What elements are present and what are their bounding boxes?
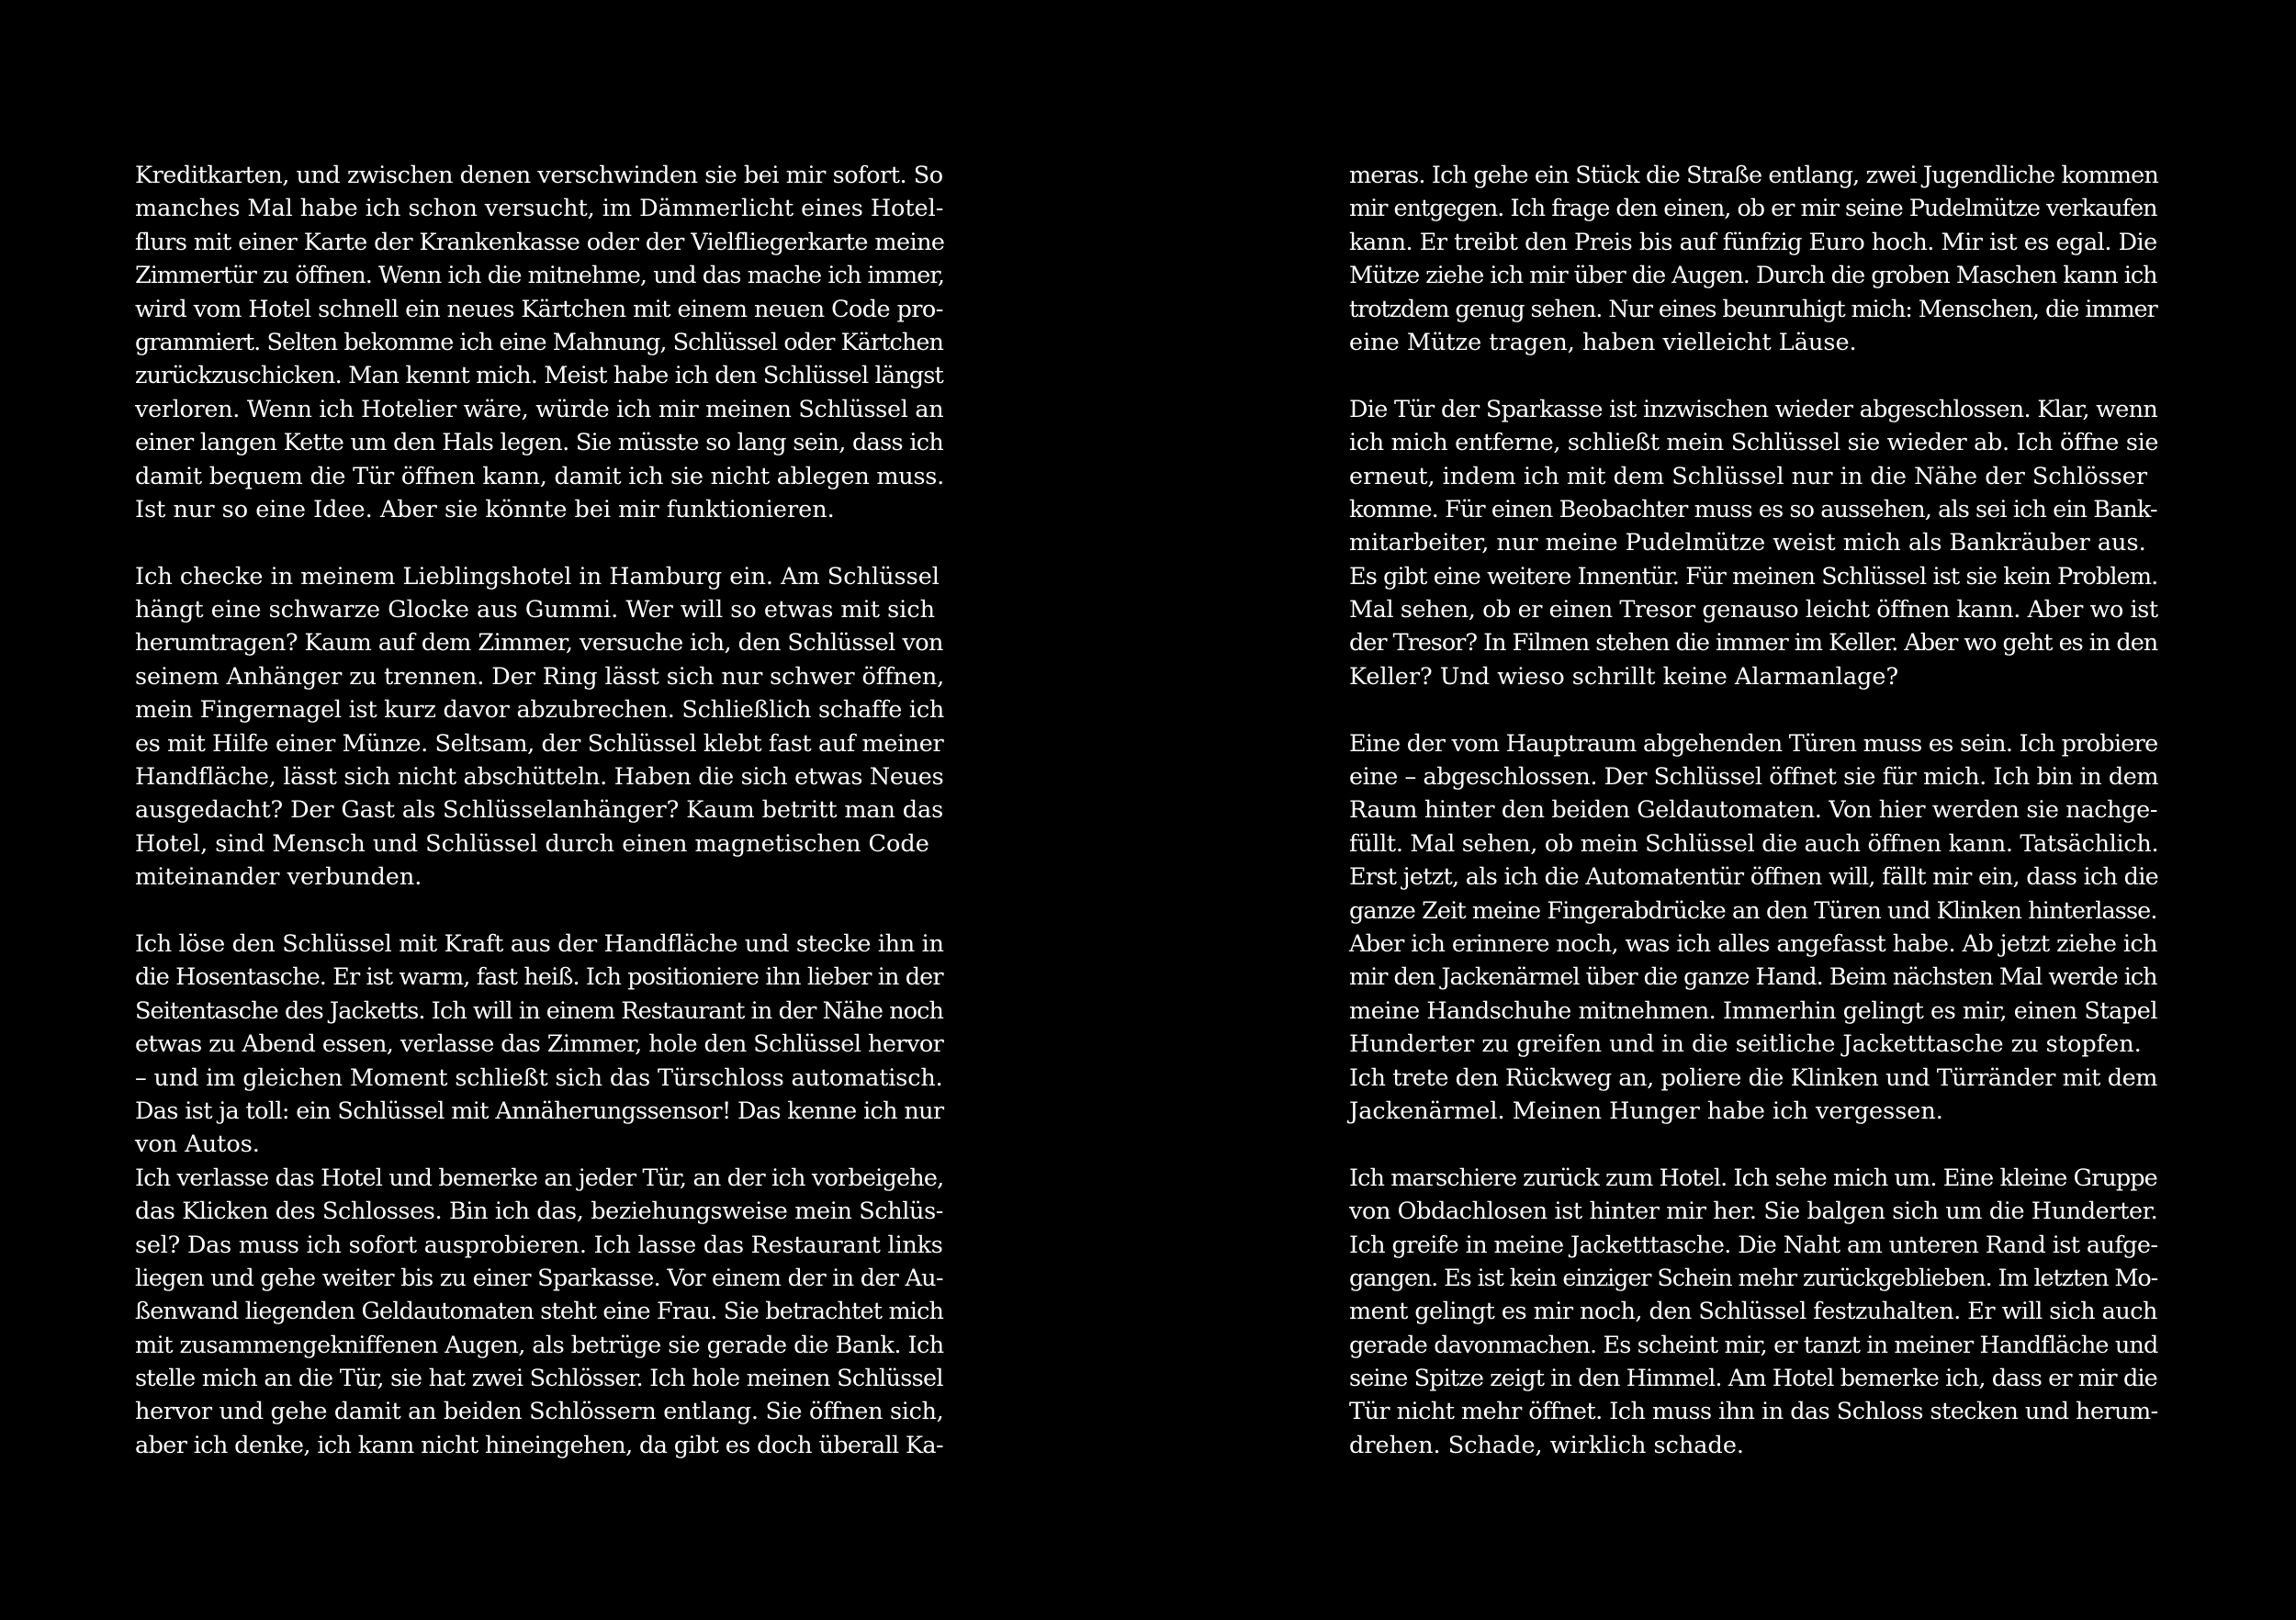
text-line: Hotel, sind Mensch und Schlüssel durch einen magnetischen Code (135, 829, 929, 858)
text-line: komme. Für einen Beobachter muss es so aussehen, als sei ich ein Bank- (1349, 495, 2157, 523)
text-line: Kreditkarten, und zwischen denen verschwinden sie bei mir sofort. So (135, 162, 943, 189)
text-line: zurückzuschicken. Man kennt mich. Meist habe ich den Schlüssel längst (135, 362, 943, 390)
text-line: Ist nur so eine Idee. Aber sie könnte bei mir funktionieren. (135, 495, 835, 523)
text-line: Keller? Und wieso schrillt keine Alarmanlage? (1349, 662, 1899, 691)
text-line: drehen. Schade, wirklich schade. (1349, 1431, 1745, 1459)
text-line: es mit Hilfe einer Münze. Seltsam, der Schlüssel klebt fast auf meiner (135, 729, 944, 758)
text-line: Ich verlasse das Hotel und bemerke an jeder Tür, an der ich vorbeigehe, (135, 1164, 944, 1192)
text-line: mitarbeiter, nur meine Pudelmütze weist mich als Bankräuber aus. (1349, 529, 2146, 557)
text-line: gerade davonmachen. Es scheint mir, er tanzt in meiner Handfläche und (1349, 1331, 2158, 1359)
text-line: Tür nicht mehr öffnet. Ich muss ihn in das Schloss stecken und herum- (1349, 1398, 2158, 1426)
text-line: von Obdachlosen ist hinter mir her. Sie balgen sich um die Hunderter. (1349, 1198, 2158, 1226)
paragraph-gap (135, 894, 943, 928)
text-line: eine – abgeschlossen. Der Schlüssel öffnet sie für mich. Ich bin in dem (1349, 763, 2159, 792)
text-line: meine Handschuhe mitnehmen. Immerhin gelingt es mir, einen Stapel (1349, 996, 2158, 1025)
text-line: seinem Anhänger zu trennen. Der Ring lässt sich nur schwer öffnen, (135, 662, 945, 691)
text-line: mir entgegen. Ich frage den einen, ob er mir seine Pudelmütze verkaufen (1349, 195, 2157, 223)
text-line: Zimmertür zu öffnen. Wenn ich die mitnehme, und das mache ich immer, (135, 262, 944, 290)
text-line: Handfläche, lässt sich nicht abschütteln. Haben die sich etwas Neues (135, 763, 944, 792)
text-line: ment gelingt es mir noch, den Schlüssel festzuhalten. Er will sich auch (1349, 1298, 2157, 1326)
text-line: ich mich entferne, schließt mein Schlüssel sie wieder ab. Ich öffne sie (1349, 429, 2159, 457)
text-line: einer langen Kette um den Hals legen. Sie müsste so lang sein, dass ich (135, 429, 944, 457)
text-line: ßenwand liegenden Geldautomaten steht eine Frau. Sie betrachtet mich (135, 1298, 944, 1326)
text-line: stelle mich an die Tür, sie hat zwei Schlösser. Ich hole meinen Schlüssel (135, 1365, 943, 1393)
text-line: Hunderter zu greifen und in die seitliche Jacketttasche zu stopfen. (1349, 1030, 2142, 1059)
text-line: Ich greife in meine Jacketttasche. Die Naht am unteren Rand ist aufge- (1349, 1231, 2158, 1259)
text-line: Die Tür der Sparkasse ist inzwischen wieder abgeschlossen. Klar, wenn (1349, 395, 2158, 423)
text-line: trotzdem genug sehen. Nur eines beunruhigt mich: Menschen, die immer (1349, 295, 2157, 323)
text-line: ganze Zeit meine Fingerabdrücke an den Türen und Klinken hinterlasse. (1349, 896, 2157, 925)
text-line: liegen und gehe weiter bis zu einer Sparkasse. Vor einem der in der Au- (135, 1264, 943, 1292)
text-line: meras. Ich gehe ein Stück die Straße entlang, zwei Jugendliche kommen (1349, 162, 2158, 189)
paragraph-gap (1349, 359, 2157, 392)
text-line: manches Mal habe ich schon versucht, im Dämmerlicht eines Hotel- (135, 195, 944, 223)
text-line: wird vom Hotel schnell ein neues Kärtchen mit einem neuen Code pro- (135, 295, 943, 323)
text-line: Ich löse den Schlüssel mit Kraft aus der Handfläche und stecke ihn in (135, 929, 944, 958)
text-line: Seitentasche des Jacketts. Ich will in einem Restaurant in der Nähe noch (135, 996, 944, 1025)
text-line: der Tresor? In Filmen stehen die immer im Keller. Aber wo geht es in den (1349, 629, 2158, 658)
text-line: Ich marschiere zurück zum Hotel. Ich sehe mich um. Eine kleine Gruppe (1349, 1164, 2157, 1192)
paragraph (1349, 393, 2157, 694)
text-line: sel? Das muss ich sofort ausprobieren. Ich lasse das Restaurant links (135, 1231, 943, 1259)
text-line: hängt eine schwarze Glocke aus Gummi. Wer will so etwas mit sich (135, 596, 936, 624)
text-line: füllt. Mal sehen, ob mein Schlüssel die auch öffnen kann. Tatsächlich. (1349, 829, 2159, 858)
text-line: flurs mit einer Karte der Krankenkasse oder der Vielfliegerkarte meine (135, 228, 945, 256)
text-line: hervor und gehe damit an beiden Schlössern entlang. Sie öffnen sich, (135, 1398, 944, 1426)
text-line: die Hosentasche. Er ist warm, fast heiß. Ich positioniere ihn lieber in der (135, 963, 943, 992)
text-line: damit bequem die Tür öffnen kann, damit ich sie nicht ablegen muss. (135, 462, 944, 490)
text-line: gangen. Es ist kein einziger Schein mehr zurückgeblieben. Im letzten Mo- (1349, 1264, 2158, 1292)
paragraph-gap (1349, 1128, 2157, 1161)
text-line: mir den Jackenärmel über die ganze Hand. Beim nächsten Mal werde ich (1349, 963, 2157, 992)
text-line: mit zusammengekniffenen Augen, als betrüge sie gerade die Bank. Ich (135, 1331, 944, 1359)
text-line: Das ist ja toll: ein Schlüssel mit Annäherungssensor! Das kenne ich nur (135, 1097, 944, 1125)
text-line: Ich checke in meinem Lieblingshotel in Hamburg ein. Am Schlüssel (135, 562, 940, 591)
text-line: Eine der vom Hauptraum abgehenden Türen muss es sein. Ich probiere (1349, 729, 2158, 758)
right-page (1349, 159, 2157, 1462)
text-line: von Autos. (135, 1131, 260, 1159)
text-line: herumtragen? Kaum auf dem Zimmer, versuche ich, den Schlüssel von (135, 629, 943, 658)
paragraph (135, 928, 943, 1462)
text-line: Aber ich erinnere noch, was ich alles angefasst habe. Ab jetzt ziehe ich (1349, 929, 2158, 958)
text-line: etwas zu Abend essen, verlasse das Zimmer, hole den Schlüssel hervor (135, 1030, 944, 1059)
text-line: grammiert. Selten bekomme ich eine Mahnung, Schlüssel oder Kärtchen (135, 328, 943, 356)
paragraph (1349, 727, 2157, 1129)
paragraph (1349, 1162, 2157, 1463)
text-line: Mütze ziehe ich mir über die Augen. Durch die groben Maschen kann ich (1349, 262, 2157, 290)
text-line: miteinander verbunden. (135, 863, 422, 892)
text-line: Raum hinter den beiden Geldautomaten. Von hier werden sie nachge- (1349, 796, 2158, 825)
text-line: erneut, indem ich mit dem Schlüssel nur in die Nähe der Schlösser (1349, 462, 2148, 490)
text-line: ausgedacht? Der Gast als Schlüsselanhänger? Kaum betritt man das (135, 796, 944, 825)
text-line: mein Fingernagel ist kurz davor abzubrechen. Schließlich schaffe ich (135, 696, 944, 725)
text-line: seine Spitze zeigt in den Himmel. Am Hotel bemerke ich, dass er mir die (1349, 1365, 2157, 1393)
paragraph-gap (1349, 693, 2157, 726)
paragraph (135, 560, 943, 894)
text-line: eine Mütze tragen, haben vielleicht Läuse. (1349, 328, 1857, 356)
text-line: kann. Er treibt den Preis bis auf fünfzig Euro hoch. Mir ist es egal. Die (1349, 228, 2157, 256)
text-line: Es gibt eine weitere Innentür. Für meinen Schlüssel ist sie kein Problem. (1349, 562, 2158, 591)
text-line: Jackenärmel. Meinen Hunger habe ich vergessen. (1349, 1097, 1943, 1125)
text-line: Ich trete den Rückweg an, poliere die Klinken und Türränder mit dem (1349, 1063, 2158, 1092)
text-line: aber ich denke, ich kann nicht hineingehen, da gibt es doch überall Ka- (135, 1431, 943, 1459)
left-page (135, 159, 943, 1462)
paragraph-gap (135, 526, 943, 559)
paragraph (135, 159, 943, 526)
paragraph (1349, 159, 2157, 359)
text-line: – und im gleichen Moment schließt sich das Türschloss automatisch. (135, 1063, 943, 1092)
text-line: Erst jetzt, als ich die Automatentür öffnen will, fällt mir ein, dass ich die (1349, 863, 2159, 892)
text-line: Mal sehen, ob er einen Tresor genauso leicht öffnen kann. Aber wo ist (1349, 596, 2158, 624)
text-line: verloren. Wenn ich Hotelier wäre, würde ich mir meinen Schlüssel an (135, 395, 944, 423)
text-line: das Klicken des Schlosses. Bin ich das, beziehungsweise mein Schlüs- (135, 1198, 944, 1226)
